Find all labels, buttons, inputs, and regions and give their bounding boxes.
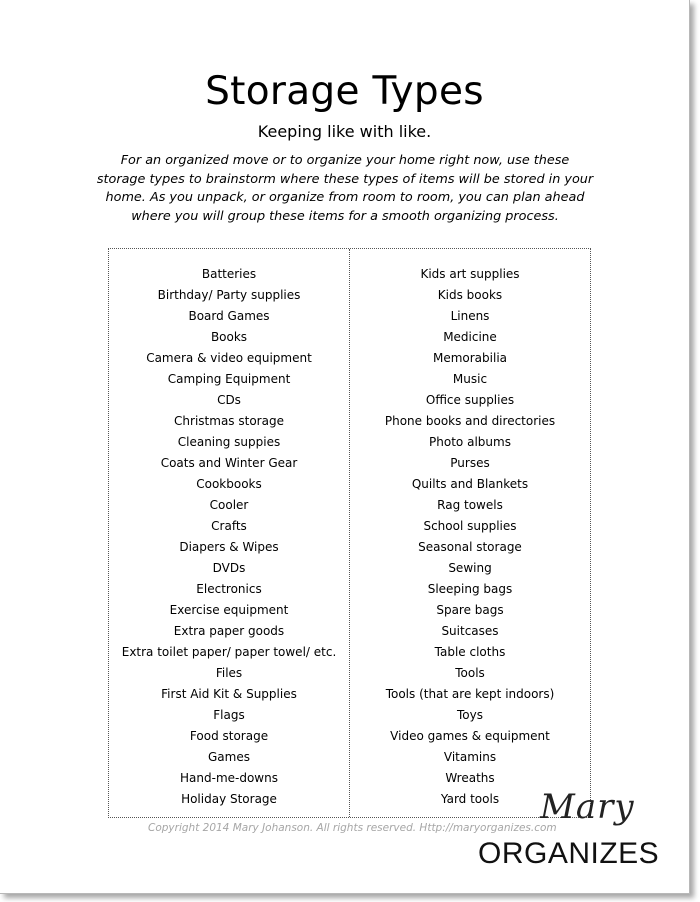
list-item: Wreaths bbox=[445, 771, 495, 785]
list-item: Christmas storage bbox=[174, 414, 284, 428]
list-item: Seasonal storage bbox=[418, 540, 522, 554]
list-item: Table cloths bbox=[434, 645, 506, 659]
storage-types-list bbox=[108, 248, 591, 818]
list-item: Holiday Storage bbox=[181, 792, 277, 806]
list-item: Tools bbox=[455, 666, 485, 680]
list-item: Cleaning suppies bbox=[177, 435, 281, 449]
page-title: Storage Types bbox=[205, 69, 484, 114]
list-item: Flags bbox=[213, 708, 245, 722]
list-item: Coats and Winter Gear bbox=[160, 456, 298, 470]
list-item: Extra toilet paper/ paper towel/ etc. bbox=[121, 645, 337, 659]
list-item: Purses bbox=[450, 456, 490, 470]
list-item: Sleeping bags bbox=[427, 582, 513, 596]
list-item: Vitamins bbox=[443, 750, 497, 764]
list-item: Hand-me-downs bbox=[180, 771, 278, 785]
list-item: Food storage bbox=[189, 729, 269, 743]
list-column-right bbox=[350, 264, 590, 810]
list-item: Board Games bbox=[188, 309, 270, 323]
list-item: CDs bbox=[217, 393, 241, 407]
list-item: Office supplies bbox=[425, 393, 515, 407]
list-item: Birthday/ Party supplies bbox=[157, 288, 301, 302]
list-item: Yard tools bbox=[440, 792, 500, 806]
list-item: First Aid Kit & Supplies bbox=[161, 687, 297, 701]
list-item: Cookbooks bbox=[196, 477, 262, 491]
list-item: Batteries bbox=[201, 267, 257, 281]
list-item: Diapers & Wipes bbox=[179, 540, 279, 554]
list-item: Medicine bbox=[443, 330, 497, 344]
list-item: Spare bags bbox=[436, 603, 504, 617]
list-item: Phone books and directories bbox=[384, 414, 556, 428]
list-item: DVDs bbox=[212, 561, 246, 575]
list-item: Memorabilia bbox=[432, 351, 508, 365]
list-item: Quilts and Blankets bbox=[411, 477, 529, 491]
list-item: Linens bbox=[450, 309, 490, 323]
list-item: Games bbox=[208, 750, 250, 764]
list-item: Suitcases bbox=[441, 624, 499, 638]
list-item: Rag towels bbox=[437, 498, 503, 512]
list-item: Camping Equipment bbox=[167, 372, 291, 386]
list-item: Toys bbox=[457, 708, 483, 722]
logo-script-mary: Mary bbox=[540, 787, 635, 827]
list-item: Camera & video equipment bbox=[146, 351, 312, 365]
list-item: Exercise equipment bbox=[169, 603, 289, 617]
list-item: Tools (that are kept indoors) bbox=[385, 687, 555, 701]
list-item: Video games & equipment bbox=[390, 729, 550, 743]
page-subtitle: Keeping like with like. bbox=[257, 122, 432, 141]
list-item: Crafts bbox=[211, 519, 247, 533]
list-item: Photo albums bbox=[429, 435, 511, 449]
list-item: Kids books bbox=[437, 288, 503, 302]
list-item: School supplies bbox=[423, 519, 517, 533]
list-item: Files bbox=[215, 666, 243, 680]
list-item: Electronics bbox=[196, 582, 262, 596]
copyright-notice: Copyright 2014 Mary Johanson. All rights reserved. Http://maryorganizes.com bbox=[148, 822, 557, 834]
logo-wordmark: ORGANIZES bbox=[478, 837, 660, 870]
list-item: Music bbox=[452, 372, 488, 386]
list-item: Books bbox=[210, 330, 248, 344]
list-item: Cooler bbox=[209, 498, 249, 512]
list-item: Kids art supplies bbox=[420, 267, 520, 281]
list-item: Sewing bbox=[448, 561, 492, 575]
list-column-left bbox=[109, 264, 349, 810]
list-item: Extra paper goods bbox=[173, 624, 285, 638]
intro-paragraph: For an organized move or to organize your home right now, use these storage types to brainstorm where these types of items will be stored in your home. As you unpack, or organize from room to room, you can plan ahead where you will group these items for a smooth organizing process. bbox=[96, 153, 594, 224]
